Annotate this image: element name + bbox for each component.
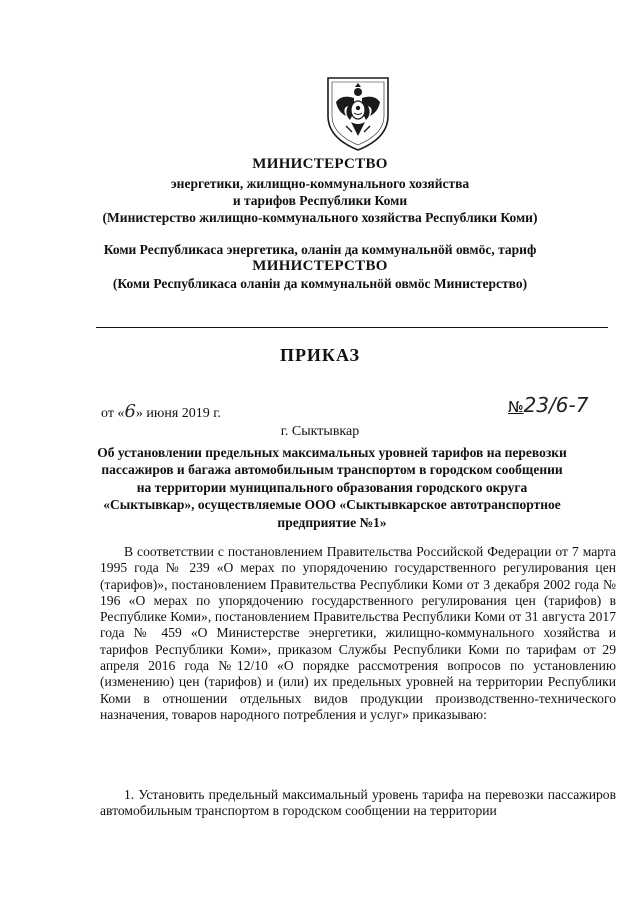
komi-name-line-1: Коми Республикаса энергетика, оланiн да коммунальнӧй овмӧс, тариф [103,242,537,257]
ministry-name-line-2: энергетики, жилищно-коммунального хозяйства [170,176,470,191]
order-subject: Об установлении предельных максимальных уровней тарифов на перевозки пассажиров и багажа автомобильным транспортом в городском сообщении на территории муниципального образования городского округа «Сыктывкар», осуществляемые ООО «Сыктывкарское автотранспортное предприятие №1» [97,445,567,530]
number-label: № [508,398,524,416]
komi-ministry-title: МИНИСТЕРСТВО [252,258,388,274]
header-divider [96,327,608,328]
komi-short-name: (Коми Республикаса оланiн да коммунальнӧй овмӧс Министерство) [112,276,528,291]
preamble-paragraph: В соответствии с постановлением Правительства Российской Федерации от 7 марта 1995 года № 239 «О мерах по упорядочению государственного регулирования цен (тарифов)», постановлением Правительства Республики Коми от 3 декабря 2002 года № 196 «О мерах по упорядочению государственного регулирования цен (тарифов) в Республике Коми», постановлением Правительства Республики Коми от 31 августа 2017 года № 459 «О Министерстве энергетики, жилищно-коммунального хозяйства и тарифов Республики Коми», приказом Службы Республики Коми по тарифам от 29 апреля 2016 года №12/10 «О порядке рассмотрения вопросов по установлению (изменению) цен (тарифов) и (или) их предельных уровней на территории Республики Коми в отношении отдельных видов продукции производственно-технического назначения, товаров народного потребления и услуг» приказываю: [100,544,616,722]
date-suffix: » июня 2019 г. [135,406,221,421]
document-date [101,401,221,422]
date-prefix: от « [101,406,125,421]
emblem-bird-head [354,88,362,96]
coat-of-arms-emblem [324,72,392,152]
document-city: г. Сыктывкар [280,424,360,439]
ministry-title: МИНИСТЕРСТВО [252,156,388,172]
ministry-short-name: (Министерство жилищно-коммунального хозяйства Республики Коми) [102,210,538,225]
emblem-tail [351,122,365,136]
document-type-title: ПРИКАЗ [279,345,361,365]
date-day-handwritten: 6 [124,401,136,422]
clause-1-paragraph: 1. Установить предельный максимальный уровень тарифа на перевозки пассажиров автомобильным транспортом в городском сообщении на территории [100,787,616,819]
document-number [508,393,588,417]
ministry-name-line-3: и тарифов Республики Коми [232,193,408,208]
number-handwritten: 23/6-7 [523,393,589,417]
